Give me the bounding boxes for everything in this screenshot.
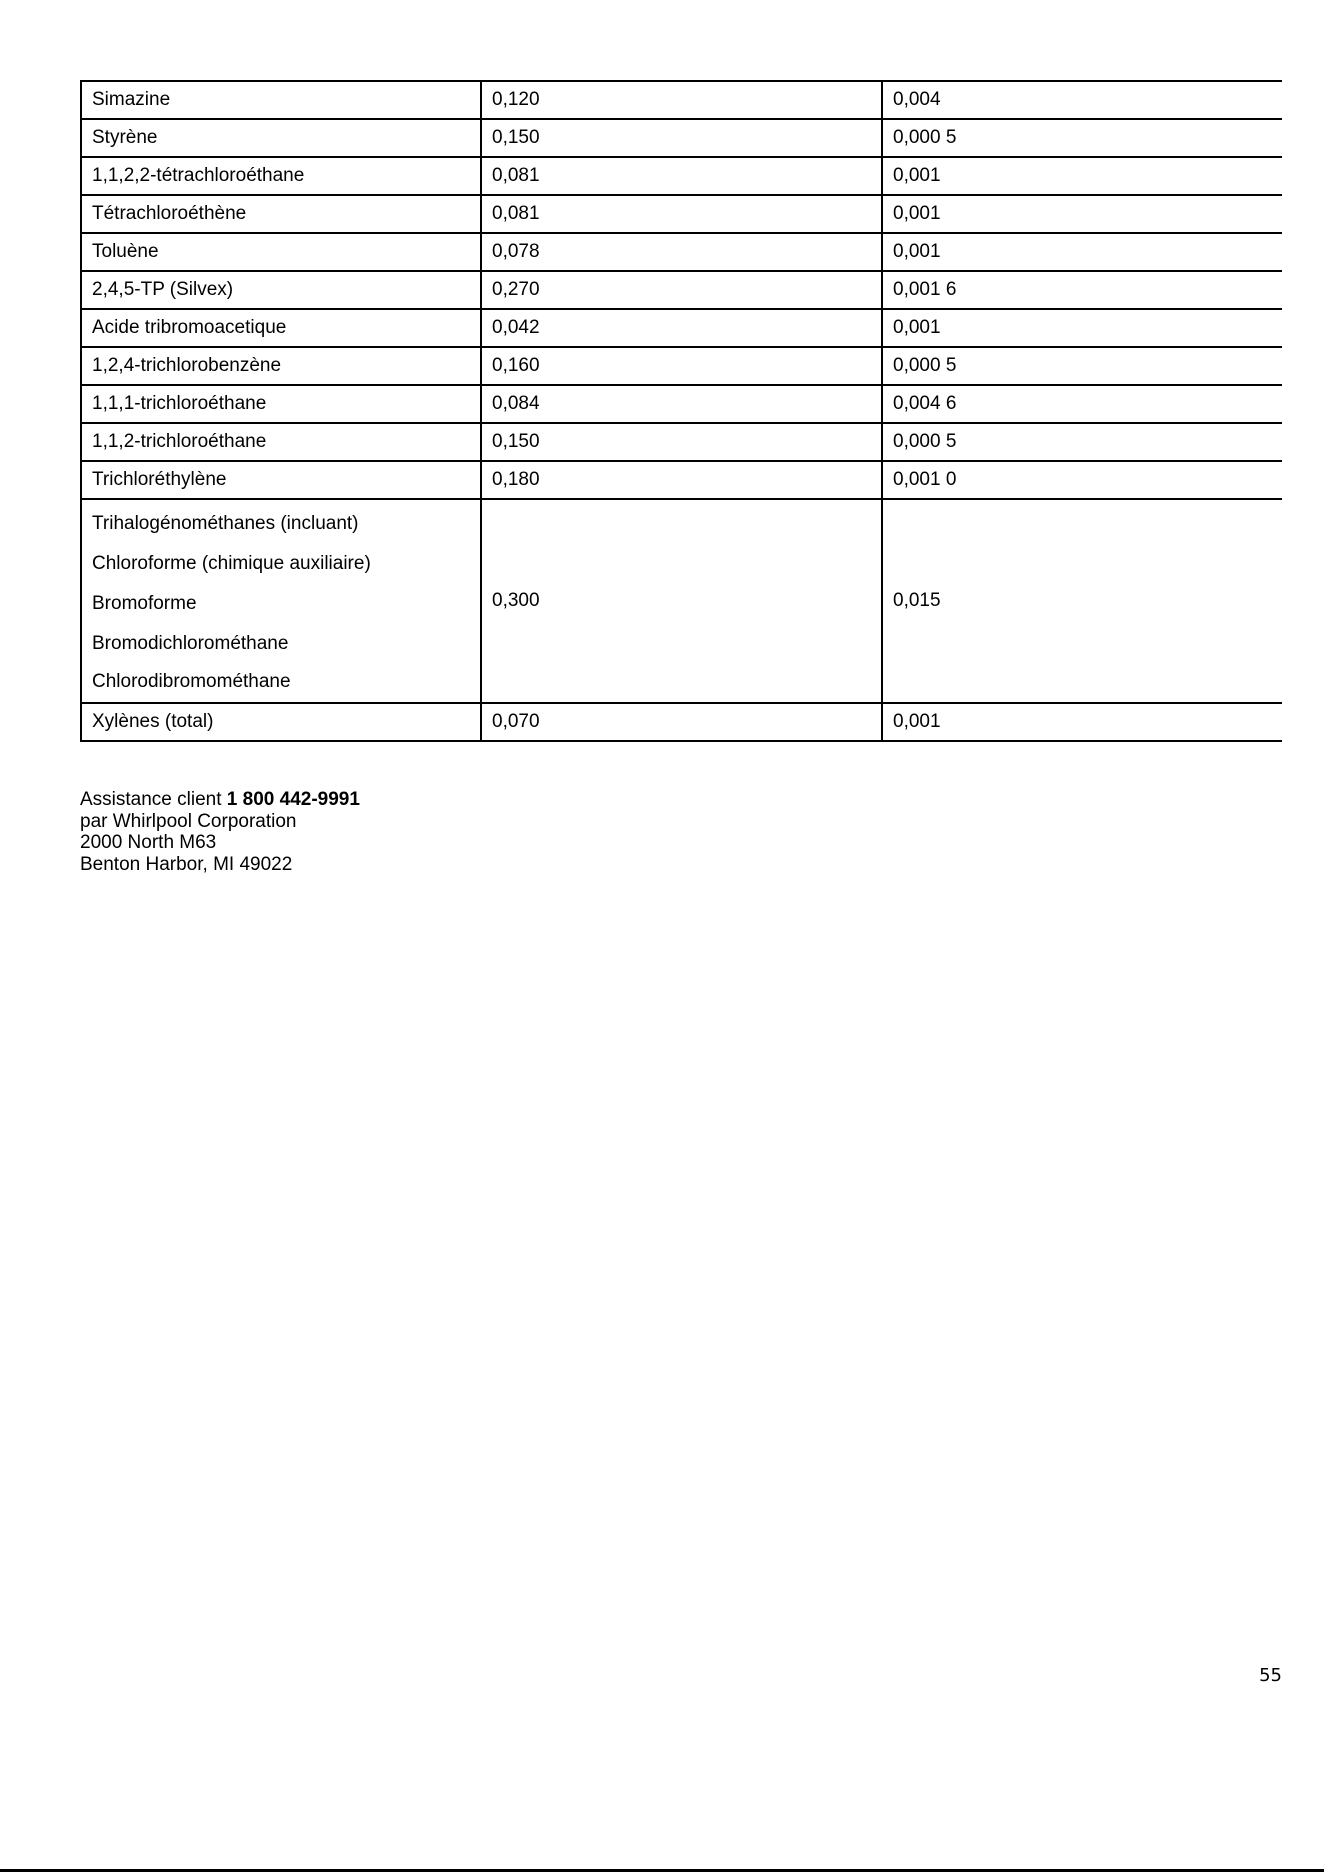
- table-row: [81, 703, 1282, 741]
- contaminant-value-b: 0,004: [882, 81, 1282, 119]
- contaminant-value-a: 0,081: [481, 195, 882, 233]
- contaminant-value-a: 0,120: [481, 81, 882, 119]
- contaminant-value-b: 0,015: [882, 499, 1282, 703]
- table-row: [81, 347, 1282, 385]
- contaminant-name: Toluène: [81, 233, 481, 271]
- table-row: [81, 81, 1282, 119]
- contaminant-name: 1,1,1-trichloroéthane: [81, 385, 481, 423]
- contaminant-value-b: 0,001: [882, 309, 1282, 347]
- contaminant-name: Acide tribromoacetique: [81, 309, 481, 347]
- contaminant-name: Styrène: [81, 119, 481, 157]
- contaminant-name: 1,2,4-trichlorobenzène: [81, 347, 481, 385]
- contaminant-value-a: 0,150: [481, 119, 882, 157]
- contaminant-value-b: 0,000 5: [882, 347, 1282, 385]
- contaminant-value-b: 0,000 5: [882, 423, 1282, 461]
- city-line: Benton Harbor, MI 49022: [80, 853, 293, 875]
- contaminant-value-a: 0,150: [481, 423, 882, 461]
- contaminant-name: Trichloréthylène: [81, 461, 481, 499]
- table-row: [81, 233, 1282, 271]
- contaminant-name: 1,1,2-trichloroéthane: [81, 423, 481, 461]
- contaminant-value-b: 0,004 6: [882, 385, 1282, 423]
- table-row: [81, 423, 1282, 461]
- contaminant-name: Xylènes (total): [81, 703, 481, 741]
- table-row-group: [81, 499, 1282, 703]
- contaminant-value-b: 0,001: [882, 157, 1282, 195]
- contaminant-value-b: 0,001 6: [882, 271, 1282, 309]
- group-line: Trihalogénométhanes (incluant): [92, 513, 359, 534]
- contaminant-value-b: 0,001 0: [882, 461, 1282, 499]
- contaminant-value-a: 0,180: [481, 461, 882, 499]
- contaminant-value-b: 0,000 5: [882, 119, 1282, 157]
- contaminant-value-b: 0,001: [882, 195, 1282, 233]
- contaminant-value-a: 0,042: [481, 309, 882, 347]
- contaminant-value-a: 0,270: [481, 271, 882, 309]
- contaminant-name: Simazine: [81, 81, 481, 119]
- contaminant-value-a: 0,081: [481, 157, 882, 195]
- table-row: [81, 271, 1282, 309]
- table-row: [81, 157, 1282, 195]
- contaminant-name: 1,1,2,2-tétrachloroéthane: [81, 157, 481, 195]
- contaminant-value-a: 0,160: [481, 347, 882, 385]
- phone-number: 1 800 442-9991: [226, 789, 360, 810]
- group-line: Bromodichlorométhane: [92, 633, 289, 654]
- table-row: [81, 461, 1282, 499]
- assistance-line: [80, 789, 360, 811]
- group-line: Chlorodibromométhane: [92, 671, 291, 692]
- group-line: Chloroforme (chimique auxiliaire): [92, 553, 371, 574]
- company-line: par Whirlpool Corporation: [80, 810, 297, 832]
- assistance-label: Assistance client: [80, 789, 227, 810]
- contaminant-value-a: 0,084: [481, 385, 882, 423]
- contaminant-table: [80, 80, 1282, 742]
- table-row: [81, 309, 1282, 347]
- contaminant-group-names: [81, 499, 481, 703]
- table-row: [81, 119, 1282, 157]
- page-number: 55: [1259, 1665, 1282, 1686]
- street-line: 2000 North M63: [80, 832, 217, 853]
- table-row: [81, 385, 1282, 423]
- contaminant-value-a: 0,078: [481, 233, 882, 271]
- contaminant-value-b: 0,001: [882, 703, 1282, 741]
- contaminant-name: 2,4,5-TP (Silvex): [81, 271, 481, 309]
- group-line: Bromoforme: [92, 593, 197, 614]
- contaminant-value-a: 0,300: [481, 499, 882, 703]
- contaminant-value-a: 0,070: [481, 703, 882, 741]
- contaminant-name: Tétrachloroéthène: [81, 195, 481, 233]
- customer-assistance-block: [80, 789, 360, 875]
- table-row: [81, 195, 1282, 233]
- contaminant-value-b: 0,001: [882, 233, 1282, 271]
